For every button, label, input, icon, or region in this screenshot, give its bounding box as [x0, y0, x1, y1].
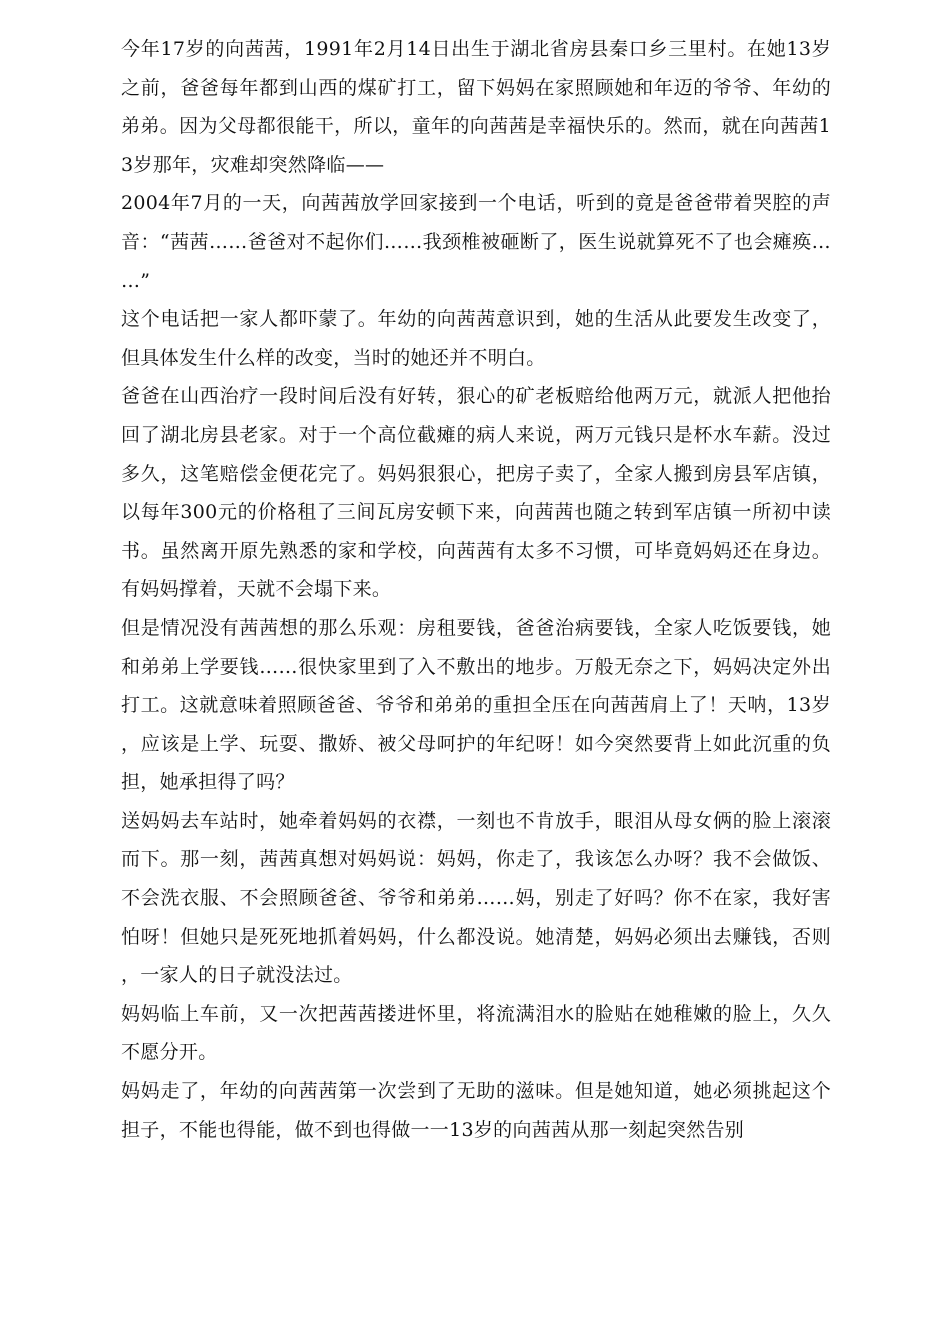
paragraph-7: 妈妈临上车前，又一次把茜茜搂进怀里，将流满泪水的脸贴在她稚嫩的脸上，久久不愿分开。	[121, 1002, 831, 1064]
document-body	[121, 30, 831, 1149]
paragraph-5: 但是情况没有茜茜想的那么乐观：房租要钱，爸爸治病要钱，全家人吃饭要钱，她和弟弟上学要钱……很快家里到了入不敷出的地步。万般无奈之下，妈妈决定外出打工。这就意味着照顾爸爸、爷爷和弟弟的重担全压在向茜茜肩上了！天呐，13岁，应该是上学、玩耍、撒娇、被父母呵护的年纪呀！如今突然要背上如此沉重的负担，她承担得了吗？	[121, 616, 831, 794]
paragraph-6: 送妈妈去车站时，她牵着妈妈的衣襟，一刻也不肯放手，眼泪从母女俩的脸上滚滚而下。那一刻，茜茜真想对妈妈说：妈妈，你走了，我该怎么办呀？我不会做饭、不会洗衣服、不会照顾爸爸、爷爷和弟弟……妈，别走了好吗？你不在家，我好害怕呀！但她只是死死地抓着妈妈，什么都没说。她清楚，妈妈必须出去赚钱，否则，一家人的日子就没法过。	[121, 809, 831, 987]
paragraph-8: 妈妈走了，年幼的向茜茜第一次尝到了无助的滋味。但是她知道，她必须挑起这个担子，不能也得能，做不到也得做一一13岁的向茜茜从那一刻起突然告别	[121, 1080, 831, 1141]
paragraph-4: 爸爸在山西治疗一段时间后没有好转，狠心的矿老板赔给他两万元，就派人把他抬回了湖北房县老家。对于一个高位截瘫的病人来说，两万元钱只是杯水车薪。没过多久，这笔赔偿金便花完了。妈妈狠狠心，把房子卖了，全家人搬到房县军店镇，以每年300元的价格租了三间瓦房安顿下来，向茜茜也随之转到军店镇一所初中读书。虽然离开原先熟悉的家和学校，向茜茜有太多不习惯，可毕竟妈妈还在身边。有妈妈撑着，天就不会塌下来。	[121, 385, 831, 601]
paragraph-2: 2004年7月的一天，向茜茜放学回家接到一个电话，听到的竟是爸爸带着哭腔的声音：“茜茜……爸爸对不起你们……我颈椎被砸断了，医生说就算死不了也会瘫痪……”	[121, 192, 831, 292]
paragraph-1: 今年17岁的向茜茜，1991年2月14日出生于湖北省房县秦口乡三里村。在她13岁之前，爸爸每年都到山西的煤矿打工，留下妈妈在家照顾她和年迈的爷爷、年幼的弟弟。因为父母都很能干，所以，童年的向茜茜是幸福快乐的。然而，就在向茜茜13岁那年，灾难却突然降临——	[121, 38, 831, 176]
paragraph-3: 这个电话把一家人都吓蒙了。年幼的向茜茜意识到，她的生活从此要发生改变了，但具体发生什么样的改变，当时的她还并不明白。	[121, 308, 831, 369]
